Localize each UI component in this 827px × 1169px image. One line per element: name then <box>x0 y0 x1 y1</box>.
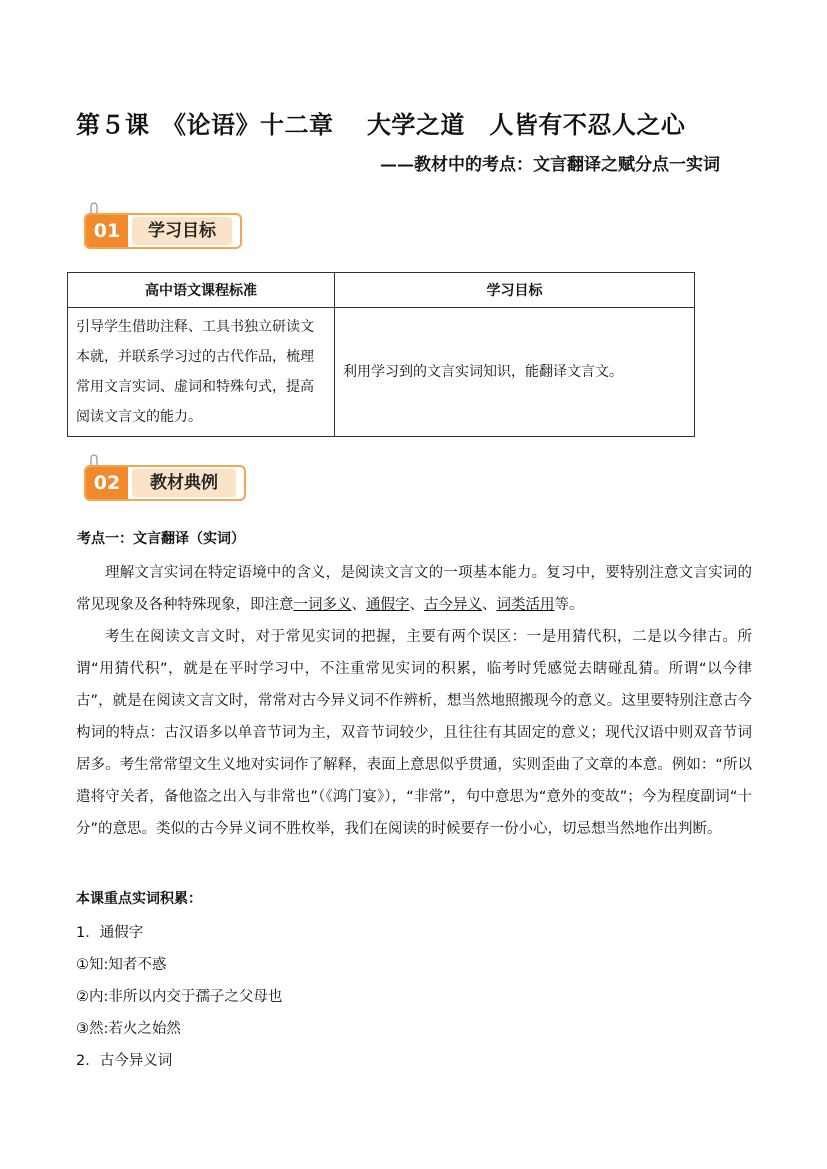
table-header-standard: 高中语文课程标准 <box>68 273 335 308</box>
badge-frame <box>84 213 242 249</box>
paragraph-text: 理解文言实词在特定语境中的含义，是阅读文言文的一项基本能力。复习中，要特别注意文言实词的常见现象及各种特殊现象，即注意 <box>76 565 752 613</box>
term-interchangeable: 通假字 <box>366 597 410 613</box>
goals-table <box>67 272 695 437</box>
section-number: 01 <box>86 215 128 247</box>
table-header-row <box>68 273 695 308</box>
separator: 、 <box>351 597 366 613</box>
term-polysemy: 一词多义 <box>293 597 352 613</box>
list-item: ②内:非所以内交于孺子之父母也 <box>76 989 283 1005</box>
page-subtitle: ——教材中的考点：文言翻译之赋分点一实词 <box>380 155 720 175</box>
table-cell-goal: 利用学习到的文言实词知识，能翻译文言文。 <box>335 308 695 437</box>
badge-frame <box>84 465 246 501</box>
table-row <box>68 308 695 437</box>
list-item: ③然:若火之始然 <box>76 1021 181 1037</box>
table-cell-standard: 引导学生借助注释、工具书独立研读文本就，并联系学习过的古代作品，梳理常用文言实词、虚词和特殊句式，提高阅读文言文的能力。 <box>68 308 335 437</box>
term-word-class: 词类活用 <box>496 597 555 613</box>
section-label: 教材典例 <box>132 469 236 497</box>
section-label: 学习目标 <box>132 217 232 245</box>
list-item: ①知:知者不惑 <box>76 957 167 973</box>
page-title: 第５课 《论语》十二章 大学之道 人皆有不忍人之心 <box>76 110 686 139</box>
list-item: 1．通假字 <box>76 925 144 941</box>
separator: 、 <box>409 597 424 613</box>
paragraph-2: 考生在阅读文言文时，对于常见实词的把握，主要有两个误区：一是用猜代积，二是以今律古。所谓“用猜代积”，就是在平时学习中，不注重常见实词的积累，临考时凭感觉去瞎碰乱猜。所谓“以今律古”，就是在阅读文言文时，常常对古今异义词不作辨析，想当然地照搬现今的意义。这里要特别注意古今构词的特点：古汉语多以单音节词为主，双音节词较少，且往往有其固定的意义；现代汉语中则双音节词居多。考生常常望文生义地对实词作了解释，表面上意思似乎贯通，实则歪曲了文章的本意。例如：“所以遣将守关者，备他盗之出入与非常也”（《鸿门宴》），“非常”，句中意思为“意外的变故”；今为程度副词“十分”的意思。类似的古今异义词不胜枚举，我们在阅读的时候要存一份小心，切忌想当然地作出判断。 <box>76 629 752 837</box>
section-number: 02 <box>86 467 128 499</box>
table-header-goal: 学习目标 <box>335 273 695 308</box>
term-ancient-modern: 古今异义 <box>424 597 482 613</box>
paragraph-1 <box>76 557 752 621</box>
point-title: 考点一：文言翻译（实词） <box>77 531 245 547</box>
separator: 、 <box>482 597 497 613</box>
paragraph-text: 等。 <box>554 597 584 613</box>
accumulation-title: 本课重点实词积累： <box>76 891 202 907</box>
list-item: 2．古今异义词 <box>76 1053 173 1069</box>
